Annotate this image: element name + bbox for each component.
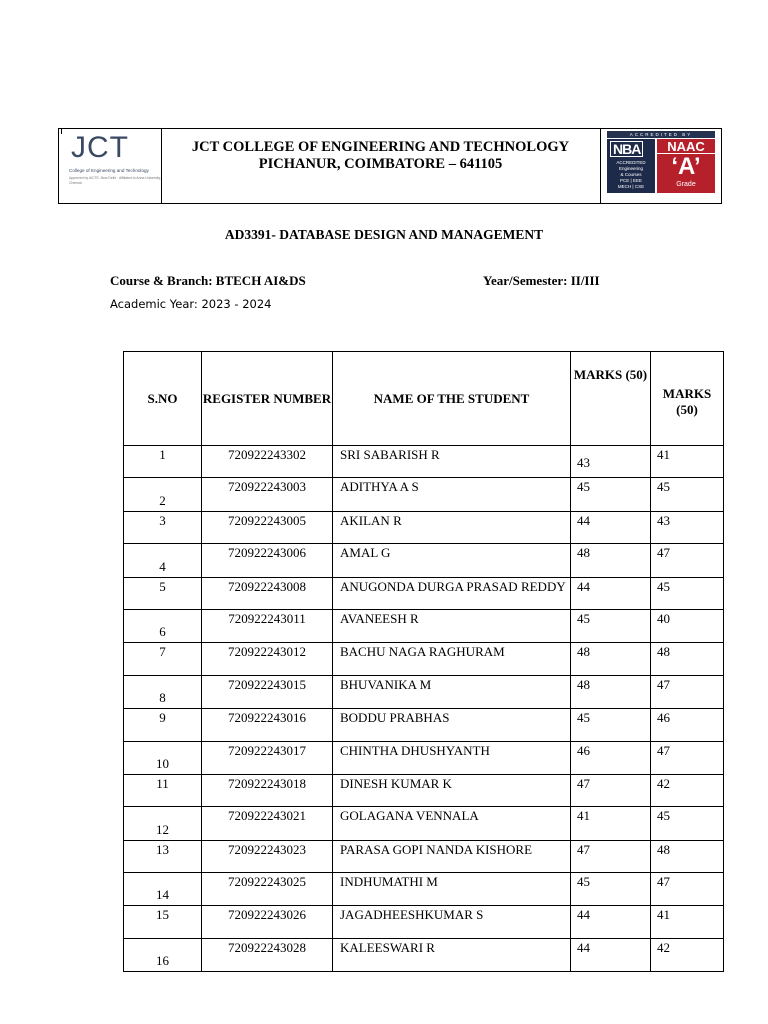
- cell-student-name: BODDU PRABHAS: [333, 709, 571, 741]
- cell-student-name: ADITHYA A S: [333, 478, 571, 511]
- header-sno: S.NO: [124, 352, 202, 446]
- nba-sub-line: Engineering: [618, 166, 644, 171]
- naac-logo: [657, 139, 715, 193]
- cell-sno: 10: [124, 741, 202, 774]
- cell-marks-1: 44: [571, 511, 651, 543]
- cell-sno: 11: [124, 774, 202, 806]
- cell-marks-2: 46: [651, 709, 724, 741]
- cell-sno: 8: [124, 675, 202, 708]
- cell-sno: 15: [124, 906, 202, 938]
- table-row: [124, 478, 724, 511]
- jct-logo: [67, 131, 161, 193]
- cell-student-name: AVANEESH R: [333, 609, 571, 642]
- cell-marks-2: 45: [651, 577, 724, 609]
- cell-sno: 7: [124, 643, 202, 675]
- cell-register-number: 720922243018: [202, 774, 333, 806]
- table-row: [124, 577, 724, 609]
- cell-student-name: BACHU NAGA RAGHURAM: [333, 643, 571, 675]
- cell-marks-2: 47: [651, 544, 724, 577]
- cell-register-number: 720922243015: [202, 675, 333, 708]
- cell-student-name: PARASA GOPI NANDA KISHORE: [333, 840, 571, 872]
- cell-marks-2: 47: [651, 873, 724, 906]
- cell-marks-1: 45: [571, 478, 651, 511]
- cell-marks-2: 45: [651, 478, 724, 511]
- cell-register-number: 720922243023: [202, 840, 333, 872]
- cell-student-name: KALEESWARI R: [333, 938, 571, 971]
- table-row: [124, 873, 724, 906]
- table-row: [124, 675, 724, 708]
- naac-grade: ‘A’: [671, 153, 701, 180]
- cell-register-number: 720922243011: [202, 609, 333, 642]
- cell-marks-1: 44: [571, 938, 651, 971]
- cell-sno: 1: [124, 446, 202, 478]
- academic-year: Academic Year: 2023 - 2024: [110, 297, 272, 311]
- cell-marks-2: 48: [651, 643, 724, 675]
- cell-student-name: DINESH KUMAR K: [333, 774, 571, 806]
- cell-marks-1: 44: [571, 577, 651, 609]
- marks-table: [123, 351, 724, 972]
- cell-marks-1: 43: [571, 446, 651, 478]
- cell-student-name: CHINTHA DHUSHYANTH: [333, 741, 571, 774]
- header-marks-2: MARKS (50): [651, 352, 724, 446]
- cell-marks-2: 40: [651, 609, 724, 642]
- table-row: [124, 840, 724, 872]
- cell-register-number: 720922243006: [202, 544, 333, 577]
- accreditation-logos: [607, 131, 715, 193]
- cell-marks-1: 44: [571, 906, 651, 938]
- college-name: [161, 139, 600, 173]
- cell-sno: 9: [124, 709, 202, 741]
- cell-marks-1: 45: [571, 609, 651, 642]
- cell-marks-1: 48: [571, 675, 651, 708]
- logo-subtitle: College of Engineering and Technology: [69, 168, 149, 173]
- naac-grade-label: Grade: [676, 181, 696, 188]
- table-row: [124, 906, 724, 938]
- table-row: [124, 446, 724, 478]
- cell-marks-2: 43: [651, 511, 724, 543]
- table-row: [124, 938, 724, 971]
- cell-marks-2: 41: [651, 446, 724, 478]
- cell-marks-1: 45: [571, 709, 651, 741]
- cell-sno: 14: [124, 873, 202, 906]
- cell-student-name: JAGADHEESHKUMAR S: [333, 906, 571, 938]
- cell-student-name: AKILAN R: [333, 511, 571, 543]
- cell-register-number: 720922243028: [202, 938, 333, 971]
- cell-student-name: AMAL G: [333, 544, 571, 577]
- cell-register-number: 720922243008: [202, 577, 333, 609]
- cell-marks-2: 42: [651, 774, 724, 806]
- cell-register-number: 720922243003: [202, 478, 333, 511]
- nba-sub-line: ACCREDITED: [616, 160, 646, 165]
- logo-tagline: Approved by AICTE, New Delhi · Affiliated to Anna University, Chennai: [69, 176, 161, 185]
- cell-sno: 12: [124, 807, 202, 840]
- cell-register-number: 720922243302: [202, 446, 333, 478]
- year-semester: Year/Semester: II/III: [483, 273, 600, 288]
- cell-marks-2: 47: [651, 675, 724, 708]
- cell-register-number: 720922243026: [202, 906, 333, 938]
- cell-register-number: 720922243012: [202, 643, 333, 675]
- cell-register-number: 720922243017: [202, 741, 333, 774]
- cell-marks-1: 47: [571, 774, 651, 806]
- cell-register-number: 720922243021: [202, 807, 333, 840]
- cell-student-name: GOLAGANA VENNALA: [333, 807, 571, 840]
- cell-sno: 3: [124, 511, 202, 543]
- cell-marks-1: 48: [571, 643, 651, 675]
- table-row: [124, 741, 724, 774]
- cell-sno: 13: [124, 840, 202, 872]
- table-row: [124, 709, 724, 741]
- course-branch: Course & Branch: BTECH AI&DS: [110, 273, 306, 288]
- cell-marks-2: 42: [651, 938, 724, 971]
- cell-sno: 16: [124, 938, 202, 971]
- cell-register-number: 720922243005: [202, 511, 333, 543]
- cell-student-name: INDHUMATHI M: [333, 873, 571, 906]
- table-row: [124, 774, 724, 806]
- table-header-row: [124, 352, 724, 446]
- cell-marks-1: 41: [571, 807, 651, 840]
- naac-text: NAAC: [657, 140, 715, 154]
- nba-sub-line: & Courses: [620, 172, 642, 177]
- cell-marks-1: 46: [571, 741, 651, 774]
- cell-student-name: SRI SABARISH R: [333, 446, 571, 478]
- header-register-number: REGISTER NUMBER: [202, 352, 333, 446]
- cell-student-name: BHUVANIKA M: [333, 675, 571, 708]
- cell-sno: 4: [124, 544, 202, 577]
- table-row: [124, 807, 724, 840]
- nba-logo: [607, 139, 655, 193]
- nba-sub-line: MECH | CSE: [617, 184, 645, 189]
- cell-student-name: ANUGONDA DURGA PRASAD REDDY: [333, 577, 571, 609]
- cell-sno: 2: [124, 478, 202, 511]
- header-student-name: NAME OF THE STUDENT: [333, 352, 571, 446]
- cell-marks-2: 48: [651, 840, 724, 872]
- table-row: [124, 643, 724, 675]
- nba-text: NBA: [610, 141, 643, 157]
- table-row: [124, 609, 724, 642]
- course-title: AD3391- DATABASE DESIGN AND MANAGEMENT: [224, 227, 544, 242]
- logo-text: JCT: [71, 131, 129, 164]
- table-row: [124, 511, 724, 543]
- college-header: [58, 128, 722, 204]
- cell-marks-2: 45: [651, 807, 724, 840]
- divider: [600, 129, 601, 203]
- nba-subtext: [607, 160, 655, 190]
- college-line-1: JCT COLLEGE OF ENGINEERING AND TECHNOLOGY: [191, 139, 570, 155]
- college-line-2: PICHANUR, COIMBATORE – 641105: [258, 156, 503, 172]
- cell-marks-1: 47: [571, 840, 651, 872]
- divider: [61, 128, 62, 134]
- table-row: [124, 544, 724, 577]
- cell-register-number: 720922243025: [202, 873, 333, 906]
- accreditation-banner: ACCREDITED BY: [607, 131, 715, 138]
- nba-sub-line: PCE | EEE: [620, 178, 642, 183]
- cell-sno: 6: [124, 609, 202, 642]
- cell-marks-2: 47: [651, 741, 724, 774]
- header-marks-1: MARKS (50): [571, 352, 651, 446]
- cell-register-number: 720922243016: [202, 709, 333, 741]
- cell-marks-1: 48: [571, 544, 651, 577]
- cell-sno: 5: [124, 577, 202, 609]
- cell-marks-2: 41: [651, 906, 724, 938]
- cell-marks-1: 45: [571, 873, 651, 906]
